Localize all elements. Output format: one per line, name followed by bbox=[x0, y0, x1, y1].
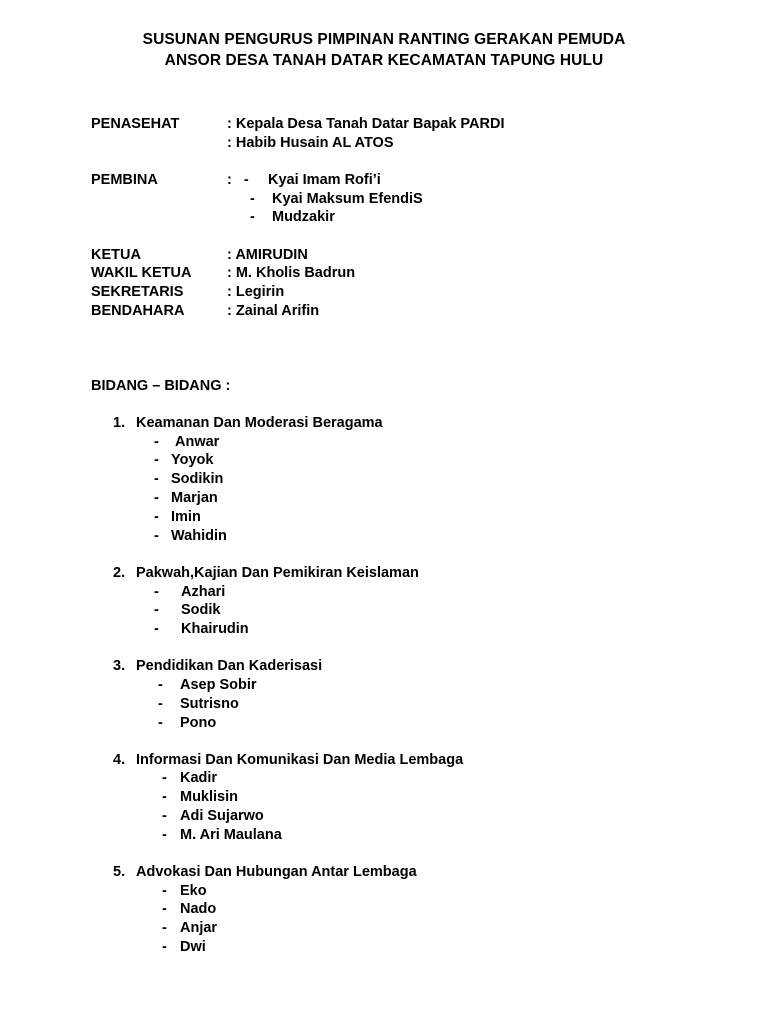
officer-label: SEKRETARIS bbox=[91, 284, 184, 300]
list-dash: - bbox=[162, 939, 167, 955]
section-number: 1. bbox=[113, 415, 126, 431]
member-name: Asep Sobir bbox=[180, 677, 257, 693]
document-title-line-1: SUSUNAN PENGURUS PIMPINAN RANTING GERAKAN PEMUDA bbox=[142, 31, 626, 48]
section-number: 4. bbox=[113, 752, 126, 768]
list-dash: - bbox=[162, 883, 167, 899]
section-number: 3. bbox=[113, 658, 126, 674]
member-name: Eko bbox=[180, 883, 207, 899]
member-name: Pono bbox=[180, 715, 217, 731]
list-dash: - bbox=[162, 808, 167, 824]
member-name: Imin bbox=[171, 509, 201, 525]
member-name: Azhari bbox=[181, 584, 226, 600]
list-dash: - bbox=[154, 490, 159, 506]
section-title: Keamanan Dan Moderasi Beragama bbox=[136, 415, 383, 431]
penasehat-value-2: : Habib Husain AL ATOS bbox=[227, 135, 394, 151]
pembina-value-1: Kyai Imam Rofi’i bbox=[268, 172, 381, 188]
member-name: Sodik bbox=[181, 602, 221, 618]
list-dash: - bbox=[154, 509, 159, 525]
member-name: Kadir bbox=[180, 770, 218, 786]
pembina-value-3: Mudzakir bbox=[272, 209, 335, 225]
section-title: Pendidikan Dan Kaderisasi bbox=[136, 658, 323, 674]
list-dash: - bbox=[154, 471, 159, 487]
list-dash: - bbox=[154, 602, 159, 618]
section-title: Pakwah,Kajian Dan Pemikiran Keislaman bbox=[136, 565, 419, 581]
officer-value: : Zainal Arifin bbox=[227, 303, 320, 319]
list-dash: - bbox=[250, 209, 255, 225]
officer-label: WAKIL KETUA bbox=[91, 265, 192, 281]
member-name: Nado bbox=[180, 901, 217, 917]
list-dash: - bbox=[250, 191, 255, 207]
member-name: Sutrisno bbox=[180, 696, 239, 712]
section-title: Advokasi Dan Hubungan Antar Lembaga bbox=[136, 864, 417, 880]
pembina-prefix: : - bbox=[227, 172, 249, 188]
member-name: Marjan bbox=[171, 490, 218, 506]
list-dash: - bbox=[154, 434, 159, 450]
pembina-label: PEMBINA bbox=[91, 172, 158, 188]
list-dash: - bbox=[154, 452, 159, 468]
member-name: M. Ari Maulana bbox=[180, 827, 282, 843]
list-dash: - bbox=[162, 770, 167, 786]
penasehat-label: PENASEHAT bbox=[91, 116, 180, 132]
section-title: Informasi Dan Komunikasi Dan Media Lembaga bbox=[136, 752, 464, 768]
officer-value: : M. Kholis Badrun bbox=[227, 265, 356, 281]
member-name: Sodikin bbox=[171, 471, 224, 487]
list-dash: - bbox=[158, 715, 163, 731]
list-dash: - bbox=[158, 677, 163, 693]
document-title-line-2: ANSOR DESA TANAH DATAR KECAMATAN TAPUNG HULU bbox=[164, 52, 604, 69]
member-name: Khairudin bbox=[181, 621, 249, 637]
pembina-value-2: Kyai Maksum EfendiS bbox=[272, 191, 423, 207]
list-dash: - bbox=[162, 920, 167, 936]
list-dash: - bbox=[154, 584, 159, 600]
list-dash: - bbox=[162, 901, 167, 917]
list-dash: - bbox=[154, 621, 159, 637]
officer-value: : Legirin bbox=[227, 284, 285, 300]
penasehat-value-1: : Kepala Desa Tanah Datar Bapak PARDI bbox=[227, 116, 505, 132]
member-name: Wahidin bbox=[171, 528, 227, 544]
member-name: Muklisin bbox=[180, 789, 239, 805]
section-number: 5. bbox=[113, 864, 126, 880]
officer-label: KETUA bbox=[91, 247, 141, 263]
member-name: Anwar bbox=[175, 434, 220, 450]
list-dash: - bbox=[162, 789, 167, 805]
section-number: 2. bbox=[113, 565, 126, 581]
member-name: Yoyok bbox=[171, 452, 214, 468]
member-name: Anjar bbox=[180, 920, 218, 936]
member-name: Adi Sujarwo bbox=[180, 808, 264, 824]
list-dash: - bbox=[154, 528, 159, 544]
officer-value: : AMIRUDIN bbox=[227, 247, 308, 263]
bidang-heading: BIDANG – BIDANG : bbox=[91, 378, 231, 394]
member-name: Dwi bbox=[180, 939, 206, 955]
officer-label: BENDAHARA bbox=[91, 303, 185, 319]
list-dash: - bbox=[162, 827, 167, 843]
list-dash: - bbox=[158, 696, 163, 712]
